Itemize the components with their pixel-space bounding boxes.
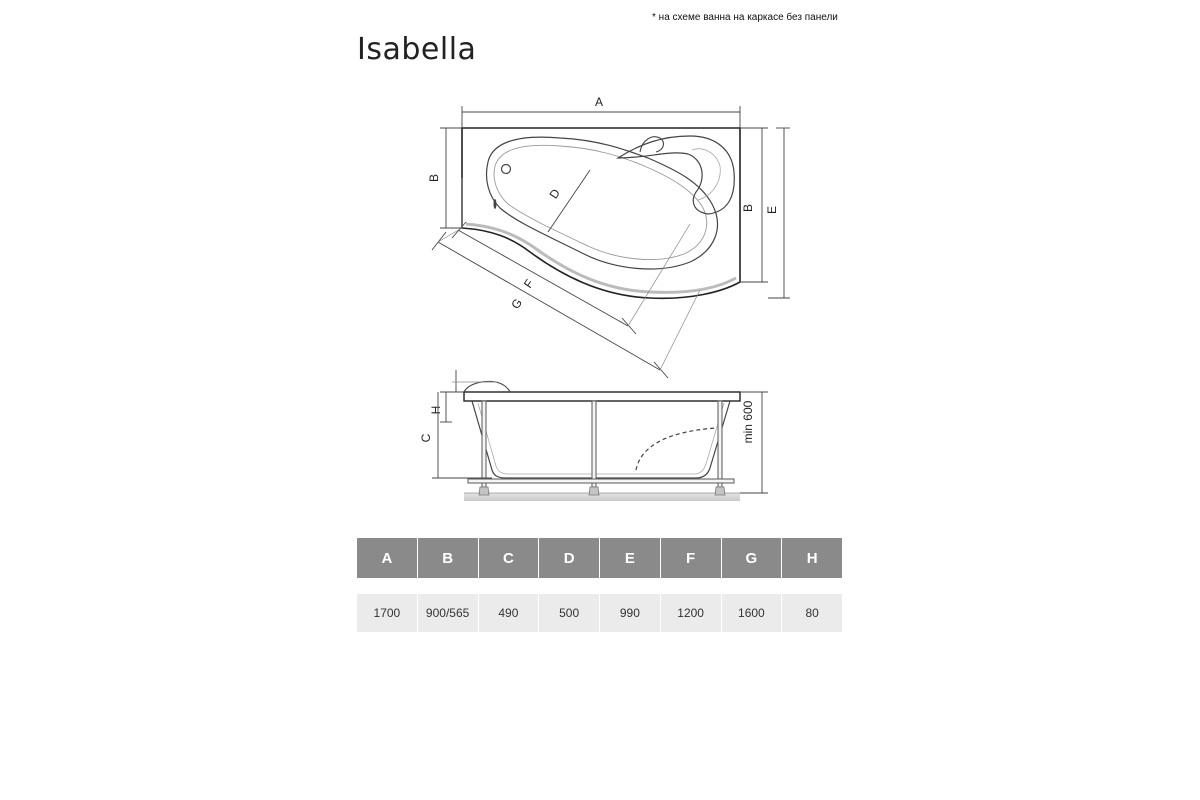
label-h: H	[429, 405, 443, 415]
label-g: G	[508, 295, 526, 312]
header-a: A	[357, 538, 417, 578]
value-h: 80	[782, 594, 842, 632]
floor	[464, 493, 740, 501]
header-b: B	[418, 538, 478, 578]
header-g: G	[722, 538, 782, 578]
value-d: 500	[539, 594, 599, 632]
header-h: H	[782, 538, 842, 578]
value-f: 1200	[661, 594, 721, 632]
basin-curve-dashed	[636, 428, 716, 470]
tub-body	[472, 401, 730, 478]
value-b: 900/565	[418, 594, 478, 632]
tub-basin	[487, 137, 718, 269]
header-d: D	[539, 538, 599, 578]
label-e: E	[765, 205, 779, 215]
table-row	[357, 594, 842, 632]
product-title: Isabella	[357, 32, 477, 67]
label-c: C	[419, 433, 433, 443]
scheme-note: * на схеме ванна на каркасе без панели	[652, 12, 838, 23]
value-g: 1600	[722, 594, 782, 632]
value-a: 1700	[357, 594, 417, 632]
tub-rim-shadow	[466, 224, 736, 292]
tub-body-inner	[478, 403, 724, 474]
tub-rim	[464, 392, 740, 401]
tub-outline-outer	[462, 128, 740, 298]
side-view	[419, 370, 768, 501]
header-f: F	[661, 538, 721, 578]
label-f: F	[520, 276, 537, 291]
header-c: C	[479, 538, 539, 578]
label-a: A	[594, 95, 604, 109]
header-e: E	[600, 538, 660, 578]
label-d: D	[546, 186, 563, 202]
label-min-height: min 600	[741, 400, 755, 444]
plan-view	[427, 95, 790, 378]
side-headrest	[464, 381, 510, 392]
value-c: 490	[479, 594, 539, 632]
value-e: 990	[600, 594, 660, 632]
table-header-row	[357, 538, 842, 578]
drain-icon	[494, 199, 497, 209]
label-b-left: B	[427, 173, 441, 183]
table-spacer	[357, 578, 842, 594]
overflow-icon	[502, 165, 511, 174]
dimensions-table	[356, 538, 843, 632]
headrest-area	[618, 136, 734, 214]
label-b-right: B	[741, 203, 755, 213]
